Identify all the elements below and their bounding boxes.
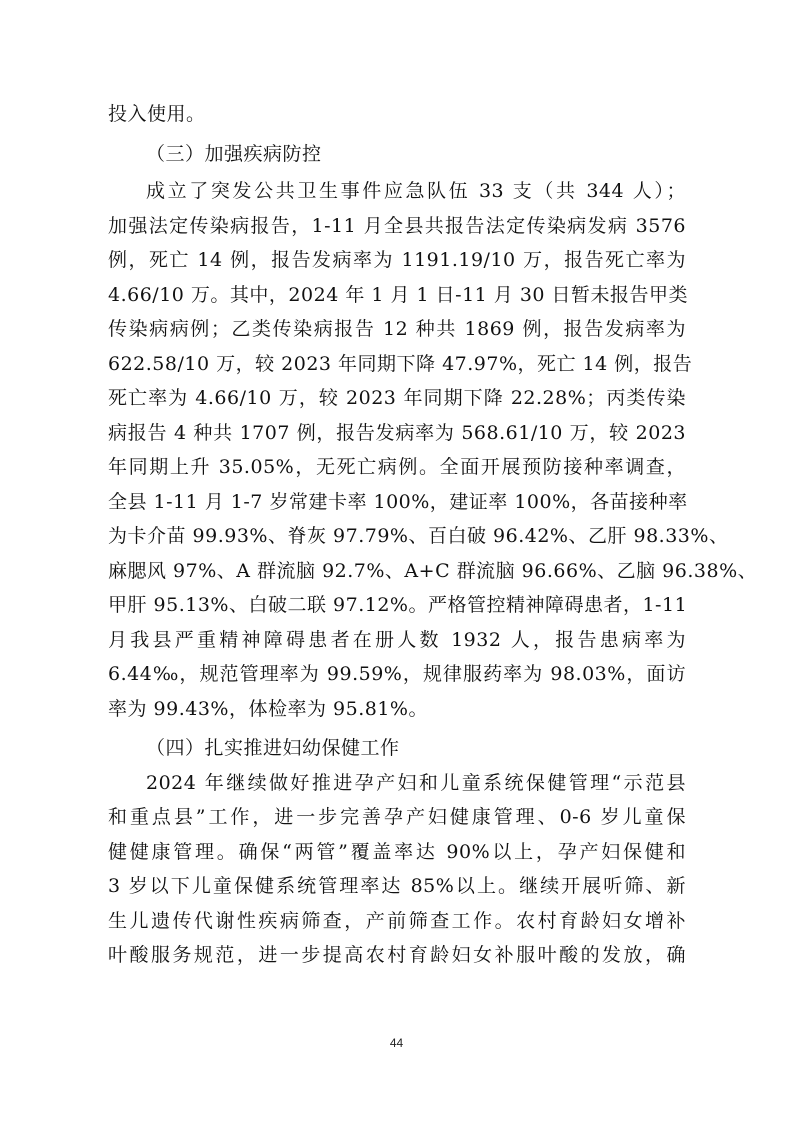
paragraph-line: 甲肝 95.13%、白破二联 97.12%。严格管控精神障碍患者，1-11 bbox=[108, 594, 688, 616]
paragraph-line: 2024 年继续做好推进孕产妇和儿童系统保健管理“示范县 bbox=[146, 772, 686, 794]
paragraph-line: 3 岁以下儿童保健系统管理率达 85%以上。继续开展听筛、新 bbox=[108, 875, 686, 897]
paragraph-line: 麻腮风 97%、A 群流脑 92.7%、A+C 群流脑 96.66%、乙脑 96.38%、 bbox=[108, 560, 758, 582]
paragraph-line: 月我县严重精神障碍患者在册人数 1932 人，报告患病率为 bbox=[108, 629, 686, 651]
paragraph-line: 叶酸服务规范，进一步提高农村育龄妇女补服叶酸的发放，确 bbox=[108, 944, 686, 966]
paragraph-line: 为卡介苗 99.93%、脊灰 97.79%、百白破 96.42%、乙肝 98.33%、 bbox=[108, 525, 729, 547]
paragraph-line: 生儿遗传代谢性疾病筛查，产前筛查工作。农村育龄妇女增补 bbox=[108, 910, 686, 932]
section-heading-maternal-child-health: （四）扎实推进妇幼保健工作 bbox=[146, 737, 400, 759]
paragraph-line: 成立了突发公共卫生事件应急队伍 33 支（共 344 人）； bbox=[146, 180, 686, 202]
paragraph-line-last: 率为 99.43%，体检率为 95.81%。 bbox=[108, 698, 428, 720]
paragraph-line: 健健康管理。确保“两管”覆盖率达 90%以上，孕产妇保健和 bbox=[108, 841, 686, 863]
page-number: 44 bbox=[389, 1036, 404, 1050]
paragraph-line: 全县 1-11 月 1-7 岁常建卡率 100%，建证率 100%，各苗接种率 bbox=[108, 491, 688, 513]
paragraph-line: 年同期上升 35.05%，无死亡病例。全面开展预防接种率调查， bbox=[108, 456, 686, 478]
paragraph-line: 传染病病例；乙类传染病报告 12 种共 1869 例，报告发病率为 bbox=[108, 318, 686, 340]
paragraph-line: 例，死亡 14 例，报告发病率为 1191.19/10 万，报告死亡率为 bbox=[108, 249, 686, 271]
text-line-continuation: 投入使用。 bbox=[108, 103, 206, 125]
paragraph-line: 和重点县”工作，进一步完善孕产妇健康管理、0-6 岁儿童保 bbox=[108, 806, 686, 828]
section-heading-disease-control: （三）加强疾病防控 bbox=[146, 143, 322, 165]
paragraph-line: 622.58/10 万，较 2023 年同期下降 47.97%，死亡 14 例，报告 bbox=[108, 353, 693, 375]
paragraph-line: 病报告 4 种共 1707 例，报告发病率为 568.61/10 万，较 2023 bbox=[108, 422, 686, 444]
paragraph-line: 4.66/10 万。其中，2024 年 1 月 1 日-11 月 30 日暂未报告甲类 bbox=[108, 284, 689, 306]
paragraph-line: 6.44‰，规范管理率为 99.59%，规律服药率为 98.03%，面访 bbox=[108, 663, 686, 685]
paragraph-line: 加强法定传染病报告，1-11 月全县共报告法定传染病发病 3576 bbox=[108, 215, 686, 237]
paragraph-line: 死亡率为 4.66/10 万，较 2023 年同期下降 22.28%；丙类传染 bbox=[108, 387, 686, 409]
